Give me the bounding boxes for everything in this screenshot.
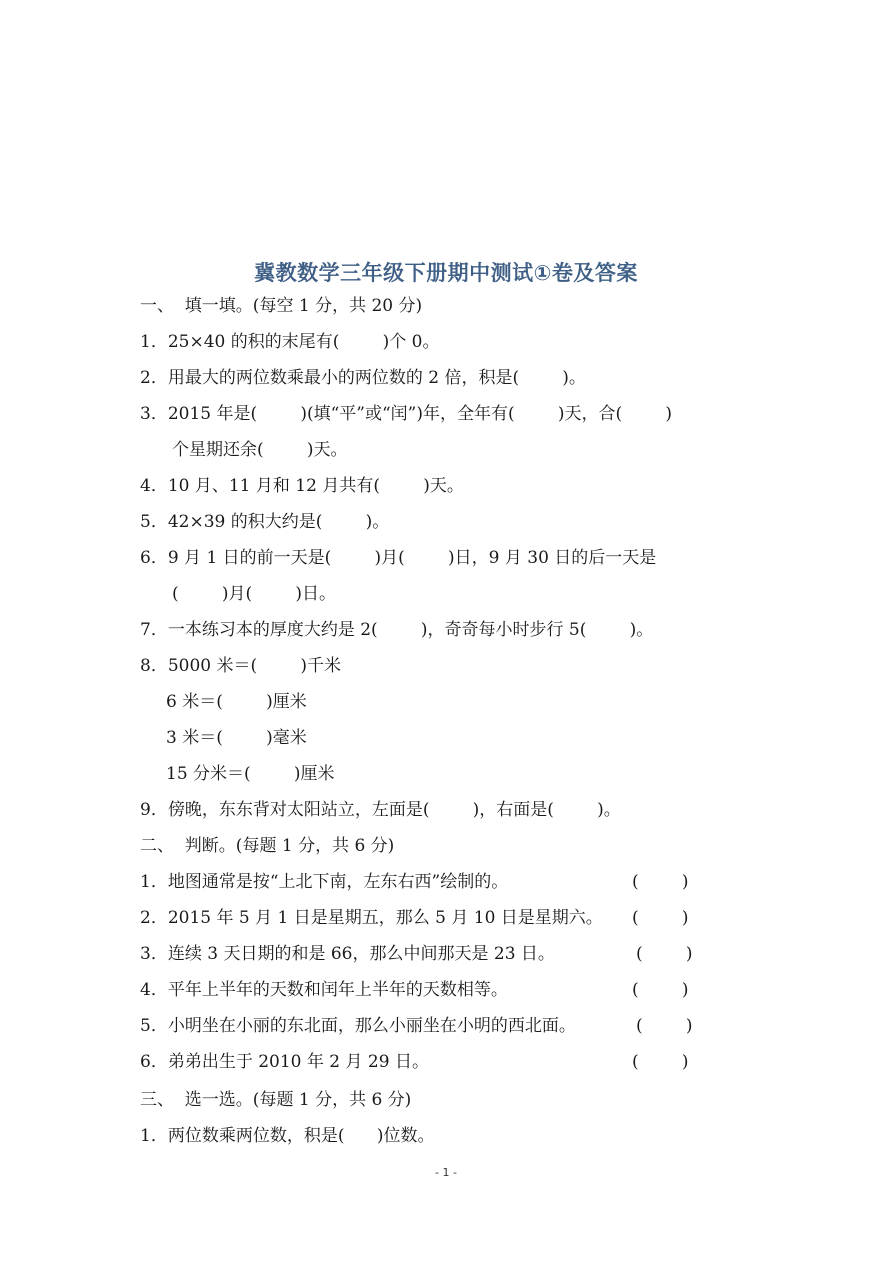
- page-number: - 1 -: [435, 1166, 457, 1179]
- question-1-8-b: 6 米＝( )厘米: [166, 692, 307, 712]
- question-1-3-continued: 个星期还余( )天。: [172, 440, 348, 460]
- question-1-1: 1．25×40 的积的末尾有( )个 0。: [140, 332, 440, 352]
- section-heading-judge: 二、 判断。(每题 1 分，共 6 分): [140, 836, 395, 856]
- question-1-2: 2．用最大的两位数乘最小的两位数的 2 倍，积是( )。: [140, 368, 586, 388]
- judge-6-text: 6．弟弟出生于 2010 年 2 月 29 日。: [140, 1052, 429, 1072]
- question-1-6: 6．9 月 1 日的前一天是( )月( )日，9 月 30 日的后一天是: [140, 548, 657, 568]
- judge-4-text: 4．平年上半年的天数和闰年上半年的天数相等。: [140, 980, 508, 1000]
- choose-1: 1．两位数乘两位数，积是( )位数。: [140, 1126, 435, 1146]
- page-title: 冀教数学三年级下册期中测试①卷及答案: [254, 261, 638, 285]
- section-heading-choose: 三、 选一选。(每题 1 分，共 6 分): [140, 1090, 412, 1110]
- judge-3-answer: ( ): [636, 944, 693, 964]
- judge-1-text: 1．地图通常是按“上北下南，左东右西”绘制的。: [140, 872, 509, 892]
- question-1-6-continued: ( )月( )日。: [172, 584, 336, 604]
- judge-2-text: 2．2015 年 5 月 1 日是星期五，那么 5 月 10 日是星期六。: [140, 908, 603, 928]
- question-1-8-d: 15 分米＝( )厘米: [166, 764, 335, 784]
- question-1-9: 9．傍晚，东东背对太阳站立，左面是( )，右面是( )。: [140, 800, 621, 820]
- judge-6-answer: ( ): [632, 1052, 689, 1072]
- question-1-8: 8．5000 米＝( )千米: [140, 656, 341, 676]
- question-1-3: 3．2015 年是( )(填“平”或“闰”)年，全年有( )天，合( ): [140, 404, 672, 424]
- judge-3-text: 3．连续 3 天日期的和是 66，那么中间那天是 23 日。: [140, 944, 555, 964]
- judge-1-answer: ( ): [632, 872, 689, 892]
- question-1-4: 4．10 月、11 月和 12 月共有( )天。: [140, 476, 464, 496]
- question-1-5: 5．42×39 的积大约是( )。: [140, 512, 390, 532]
- question-1-7: 7．一本练习本的厚度大约是 2( )，奇奇每小时步行 5( )。: [140, 620, 654, 640]
- judge-5-answer: ( ): [636, 1016, 693, 1036]
- question-1-8-c: 3 米＝( )毫米: [166, 728, 307, 748]
- judge-2-answer: ( ): [632, 908, 689, 928]
- section-heading-fill-in: 一、 填一填。(每空 1 分，共 20 分): [140, 296, 423, 316]
- judge-5-text: 5．小明坐在小丽的东北面，那么小丽坐在小明的西北面。: [140, 1016, 576, 1036]
- judge-4-answer: ( ): [632, 980, 689, 1000]
